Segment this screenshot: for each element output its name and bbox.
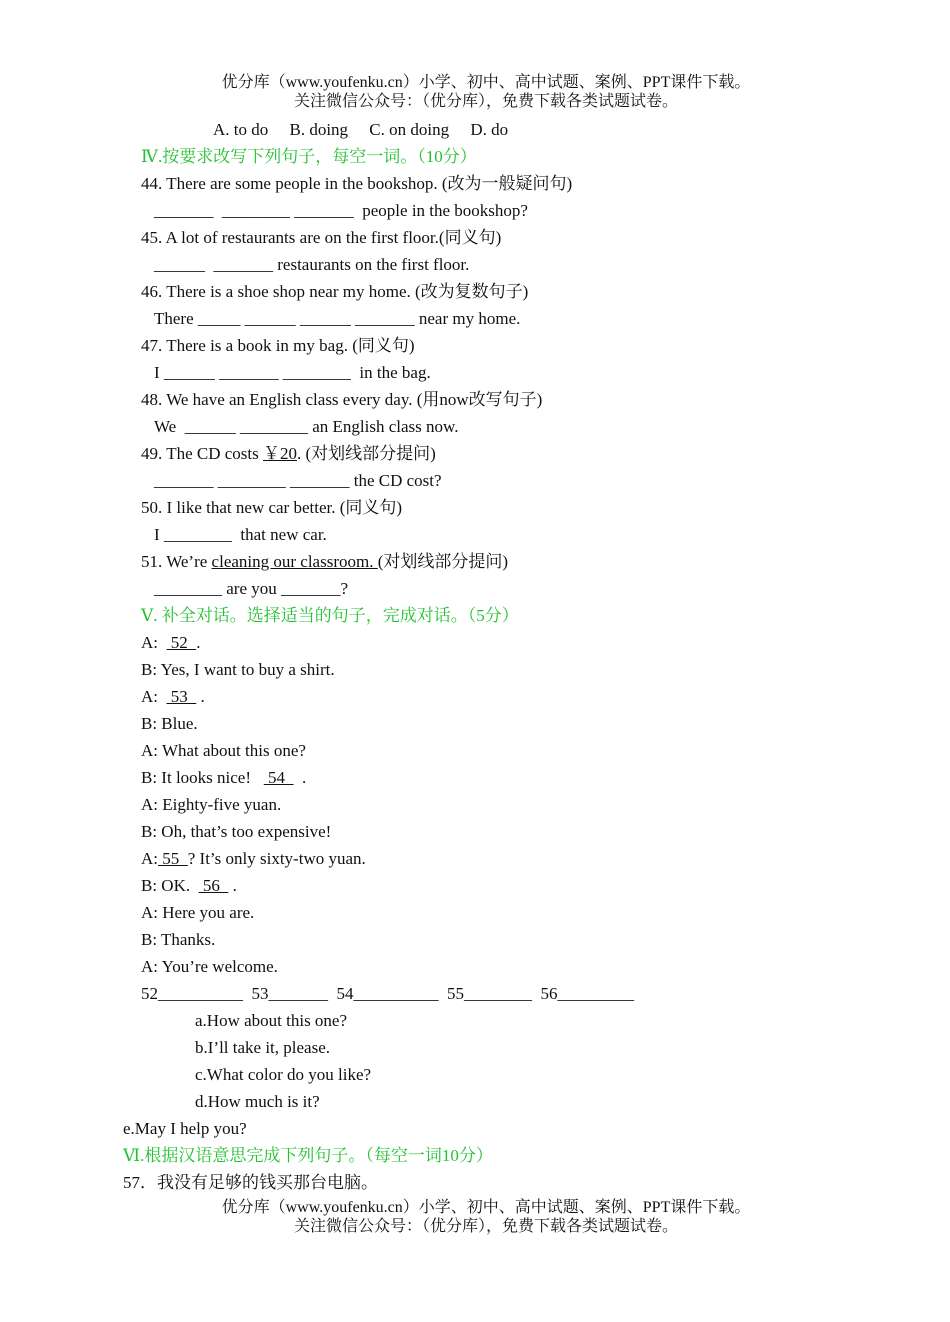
- dialog-text: B: Blue.: [141, 714, 198, 733]
- blank-54: 54: [263, 768, 294, 787]
- dialog-text: .: [293, 768, 307, 787]
- dialog-text: A:: [141, 849, 158, 868]
- option-b: b.I’ll take it, please.: [195, 1038, 331, 1057]
- question-49-text: 49. The CD costs: [141, 444, 263, 463]
- dialog-text: B: OK.: [141, 876, 199, 895]
- dialog-text: .: [228, 876, 237, 895]
- question-45: 45. A lot of restaurants are on the first floor.(同义句): [141, 228, 502, 247]
- dialog-text: B: It looks nice!: [141, 768, 264, 787]
- question-51-underlined: cleaning our classroom.: [211, 552, 378, 571]
- question-47: 47. There is a book in my bag. (同义句): [141, 336, 415, 355]
- answer-44: _______ ________ _______ people in the bookshop?: [154, 201, 528, 220]
- dialog-text: B: Yes, I want to buy a shirt.: [141, 660, 335, 679]
- blank-52: 52: [166, 633, 197, 652]
- dialog-line: [141, 794, 281, 816]
- section-6-title: Ⅵ.根据汉语意思完成下列句子。（每空一词10分）: [123, 1146, 493, 1165]
- header-line-1: 优分库（www.youfenku.cn）小学、初中、高中试题、案例、PPT课件下载。: [221, 74, 751, 91]
- dialog-line: [141, 902, 254, 924]
- section-5-title: Ⅴ. 补全对话。选择适当的句子，完成对话。（5分）: [141, 606, 519, 625]
- question-49-instruction: . (对划线部分提问): [297, 444, 436, 463]
- dialog-text: .: [196, 633, 201, 652]
- dialog-line: [141, 767, 306, 789]
- option-a: a.How about this one?: [195, 1011, 348, 1030]
- section-4-title: Ⅳ.按要求改写下列句子，每空一词。（10分）: [141, 147, 477, 166]
- answer-51: ________ are you _______?: [154, 579, 349, 598]
- blank-53: 53: [166, 687, 197, 706]
- answer-49: _______ ________ _______ the CD cost?: [154, 471, 442, 490]
- answer-48: We ______ ________ an English class now.: [154, 417, 459, 436]
- dialog-line: [141, 875, 237, 897]
- dialog-text: B: Oh, that’s too expensive!: [141, 822, 332, 841]
- dialog-line: [141, 929, 215, 951]
- dialog-text: A: What about this one?: [141, 741, 306, 760]
- dialog-text: B: Thanks.: [141, 930, 216, 949]
- option-c: c.What color do you like?: [195, 1065, 372, 1084]
- dialog-line: [141, 686, 205, 708]
- dialog-line: [141, 740, 306, 762]
- answer-47: I ______ _______ ________ in the bag.: [154, 363, 431, 382]
- question-51-instruction: (对划线部分提问): [377, 552, 509, 571]
- question-46: 46. There is a shoe shop near my home. (改为复数句子): [141, 282, 529, 301]
- dialog-text: A:: [141, 687, 167, 706]
- answer-45: ______ _______ restaurants on the first floor.: [154, 255, 470, 274]
- question-51: [141, 551, 508, 573]
- option-d: d.How much is it?: [195, 1092, 320, 1111]
- answer-46: There _____ ______ ______ _______ near my home.: [154, 309, 521, 328]
- dialog-text: .: [196, 687, 205, 706]
- question-44: 44. There are some people in the bookshop. (改为一般疑问句): [141, 174, 573, 193]
- answer-blanks-52-56: 52__________ 53_______ 54__________ 55________ 56_________: [141, 984, 634, 1003]
- page-footer: [0, 1198, 950, 1236]
- dialog-text: ? It’s only sixty-two yuan.: [187, 849, 366, 868]
- dialog-line: [141, 632, 201, 654]
- dialog-line: [141, 713, 198, 735]
- option-e: e.May I help you?: [123, 1119, 247, 1138]
- footer-line-2: 关注微信公众号：（优分库），免费下载各类试题试卷。: [293, 1218, 678, 1235]
- dialog-text: A:: [141, 633, 167, 652]
- dialog-line: [141, 821, 331, 843]
- dialog-text: A: You’re welcome.: [141, 957, 278, 976]
- answer-50: I ________ that new car.: [154, 525, 327, 544]
- previous-question-options: A. to do B. doing C. on doing D. do: [213, 120, 509, 139]
- question-48: 48. We have an English class every day. (用now改写句子): [141, 390, 543, 409]
- question-49-underlined: ￥20: [263, 444, 297, 463]
- blank-56: 56: [198, 876, 229, 895]
- question-50: 50. I like that new car better. (同义句): [141, 498, 403, 517]
- dialog-line: [141, 848, 366, 870]
- dialog-text: A: Here you are.: [141, 903, 255, 922]
- question-51-text: 51. We’re: [141, 552, 212, 571]
- footer-line-1: 优分库（www.youfenku.cn）小学、初中、高中试题、案例、PPT课件下载。: [221, 1199, 751, 1216]
- dialog-text: A: Eighty-five yuan.: [141, 795, 282, 814]
- dialog-line: [141, 659, 335, 681]
- question-49: [141, 443, 436, 465]
- header-line-2: 关注微信公众号：（优分库），免费下载各类试题试卷。: [293, 93, 678, 110]
- question-57: 57．我没有足够的钱买那台电脑。: [123, 1173, 378, 1192]
- page-header: [0, 73, 950, 111]
- blank-55: 55: [158, 849, 188, 868]
- dialog-line: [141, 956, 278, 978]
